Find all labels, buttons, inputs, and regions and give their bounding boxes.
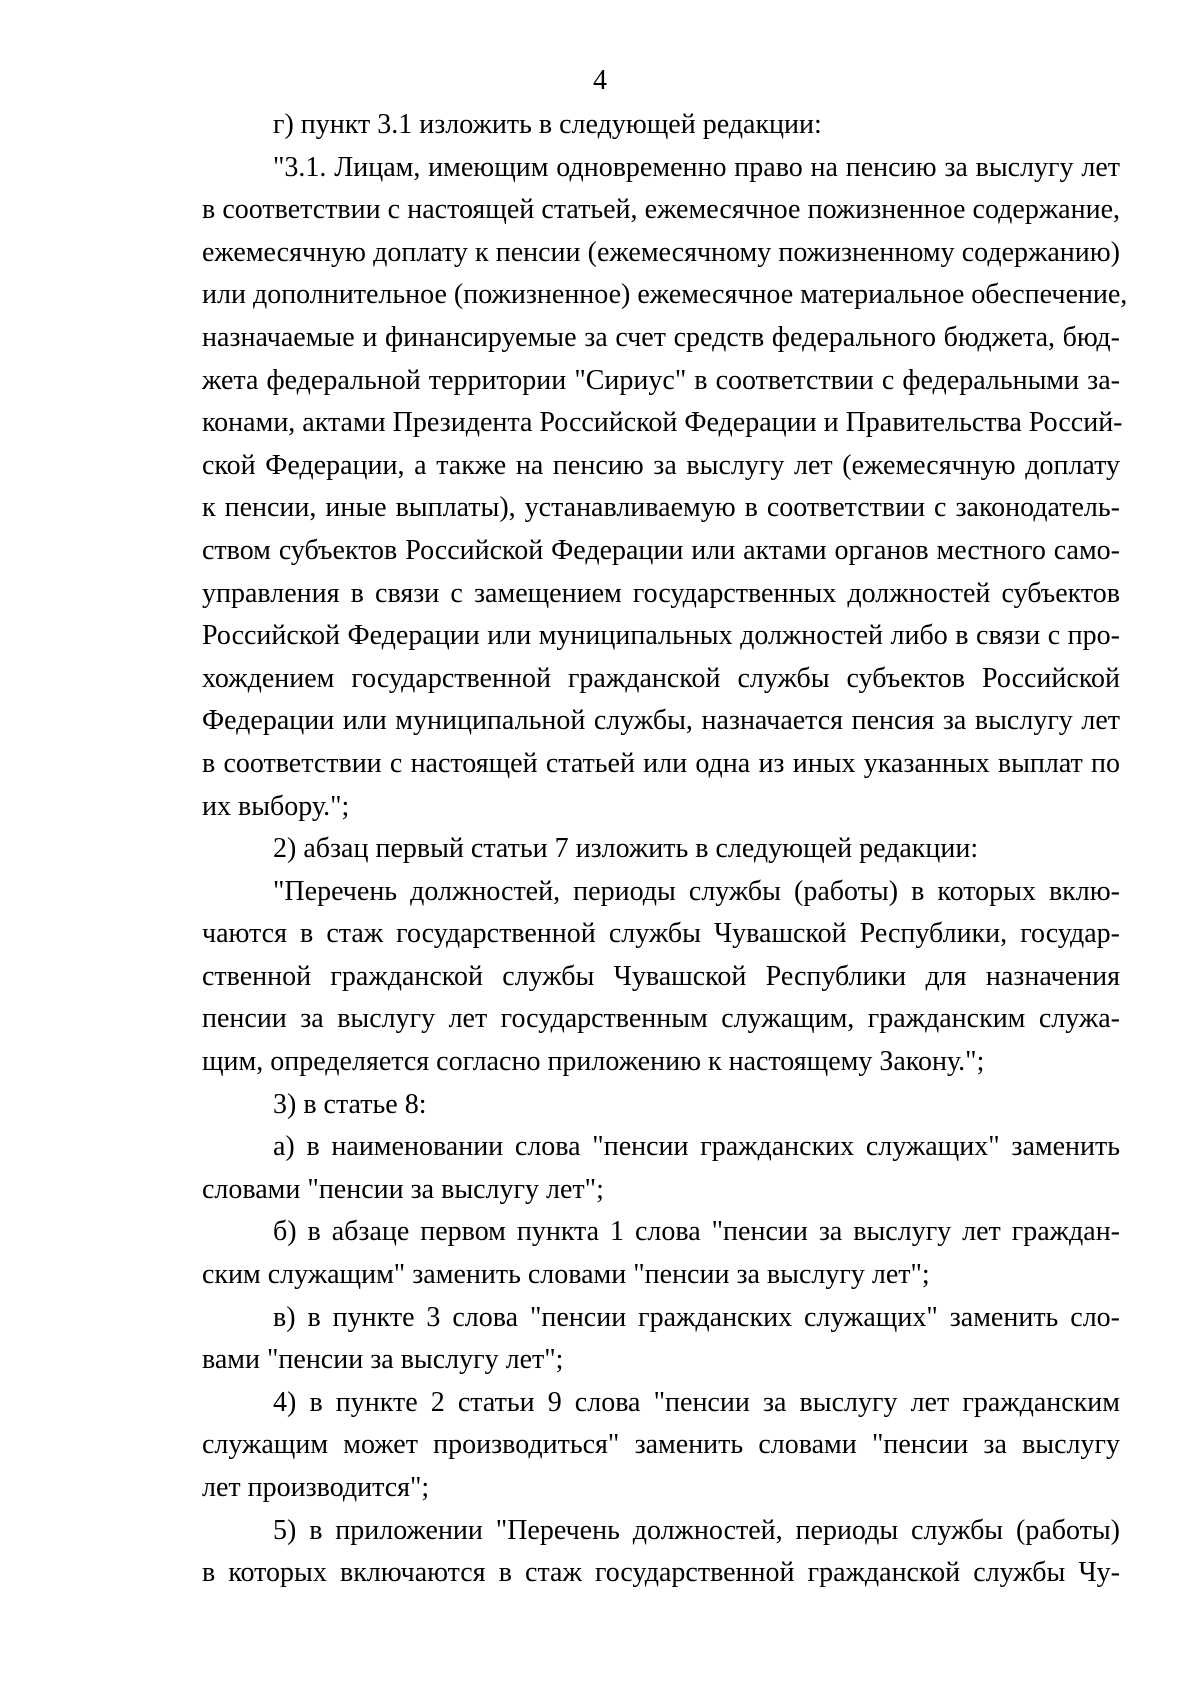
text-line: их выбору."; (202, 790, 350, 822)
text-line: чаются в стаж государственной службы Чувашской Республики, государ- (202, 918, 1120, 950)
text-line: щим, определяется согласно приложению к настоящему Закону."; (202, 1046, 985, 1078)
text-line: к пенсии, иные выплаты), устанавливаемую в соответствии с законодатель- (202, 492, 1120, 524)
text-line: словами "пенсии за выслугу лет"; (202, 1173, 604, 1205)
text-line: 2) абзац первый статьи 7 изложить в следующей редакции: (273, 833, 979, 865)
document-body (202, 104, 1128, 1595)
text-line: 4) в пункте 2 статьи 9 слова "пенсии за выслугу лет гражданским (273, 1386, 1120, 1418)
text-line: 5) в приложении "Перечень должностей, периоды службы (работы) (273, 1514, 1120, 1546)
text-line: "Перечень должностей, периоды службы (работы) в которых вклю- (273, 875, 1120, 907)
page-number: 4 (593, 65, 607, 96)
text-line: служащим может производиться" заменить словами "пенсии за выслугу (202, 1429, 1120, 1461)
text-line: в которых включаются в стаж государственной гражданской службы Чу- (202, 1557, 1120, 1589)
text-line: "3.1. Лицам, имеющим одновременно право на пенсию за выслугу лет (273, 151, 1120, 183)
text-line: а) в наименовании слова "пенсии гражданских служащих" заменить (273, 1131, 1120, 1163)
text-line: г) пункт 3.1 изложить в следующей редакции: (273, 109, 822, 140)
text-line: ством субъектов Российской Федерации или актами органов местного само- (202, 534, 1120, 566)
text-line: в соответствии с настоящей статьей или одна из иных указанных выплат по (202, 747, 1120, 779)
text-line: вами "пенсии за выслугу лет"; (202, 1344, 564, 1376)
text-line: назначаемые и финансируемые за счет средств федерального бюджета, бюд- (202, 321, 1120, 353)
text-line: жета федеральной территории "Сириус" в соответствии с федеральными за- (202, 364, 1120, 396)
text-line: в соответствии с настоящей статьей, ежемесячное пожизненное содержание, (202, 194, 1120, 226)
text-line: ежемесячную доплату к пенсии (ежемесячному пожизненному содержанию) (202, 236, 1120, 268)
text-line: в) в пункте 3 слова "пенсии гражданских служащих" заменить сло- (273, 1301, 1120, 1333)
text-line: хождением государственной гражданской службы субъектов Российской (202, 662, 1120, 694)
text-line: лет производится"; (202, 1472, 430, 1503)
text-line: ской Федерации, а также на пенсию за выслугу лет (ежемесячную доплату (202, 449, 1120, 481)
text-line: конами, актами Президента Российской Федерации и Правительства Россий- (202, 407, 1123, 439)
text-line: пенсии за выслугу лет государственным служащим, гражданским служа- (202, 1003, 1120, 1035)
text-line: управления в связи с замещением государственных должностей субъектов (202, 577, 1120, 609)
text-line: Федерации или муниципальной службы, назначается пенсия за выслугу лет (202, 705, 1120, 737)
text-line: б) в абзаце первом пункта 1 слова "пенсии за выслугу лет граждан- (273, 1216, 1120, 1248)
text-line: ским служащим" заменить словами "пенсии за выслугу лет"; (202, 1259, 930, 1291)
text-line: Российской Федерации или муниципальных должностей либо в связи с про- (202, 620, 1120, 652)
text-line: или дополнительное (пожизненное) ежемесячное материальное обеспечение, (202, 279, 1128, 311)
text-line: 3) в статье 8: (273, 1088, 427, 1120)
text-line: ственной гражданской службы Чувашской Республики для назначения (202, 960, 1120, 992)
